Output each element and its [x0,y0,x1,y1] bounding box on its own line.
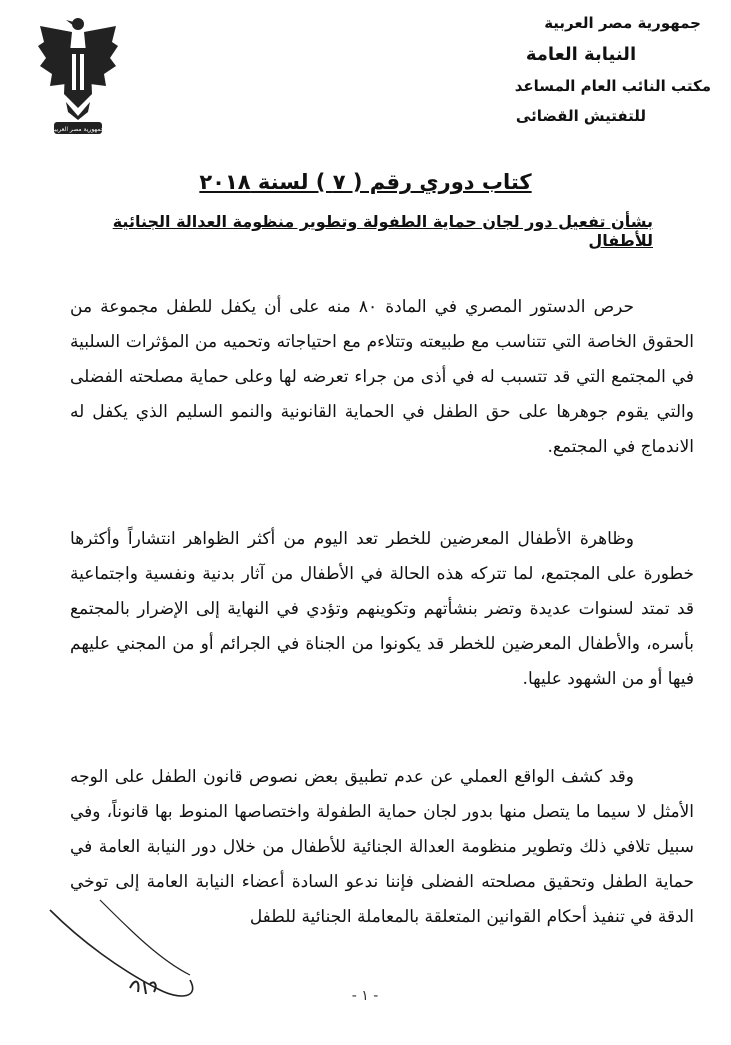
letterhead [451,14,711,125]
header-office: مكتب النائب العام المساعد [514,77,711,95]
header-department: للتفتيش القضائى [515,107,647,125]
emblem-scroll-text: جمهورية مصر العربية [51,126,105,133]
header-authority: النيابة العامة [525,44,637,65]
header-country: جمهورية مصر العربية [544,14,701,32]
paragraph-3: وقد كشف الواقع العملي عن عدم تطبيق بعض نصوص قانون الطفل على الوجه الأمثل لا سيما ما يتصل منها بدور لجان حماية الطفولة واختصاصها المنوط بها قانوناً، وفي سبيل تلافي ذلك وتطوير منظومة العدالة الجنائية للأطفال من خلال دور النيابة العامة في حماية الطفل وتحقيق مصلحته الفضلى فإننا ندعو السادة أعضاء النيابة العامة إلى توخي الدقة في تنفيذ أحكام القوانين المتعلقة بالمعاملة الجنائية للطفل [70,767,694,927]
circular-subject: بشأن تفعيل دور لجان حماية الطفولة وتطوير منظومة العدالة الجنائية للأطفال [112,212,653,250]
handwritten-signature-icon [40,880,230,1020]
page-number: - ١ - [351,988,379,1004]
circular-title: كتاب دوري رقم ( ٧ ) لسنة ٢٠١٨ [199,170,532,194]
paragraph-1: حرص الدستور المصري في المادة ٨٠ منه على أن يكفل للطفل مجموعة من الحقوق الخاصة التي تتناسب مع طبيعته وتتلاءم مع احتياجاته وتحميه من المؤثرات السلبية في المجتمع التي قد تتسبب له في أذى من جراء تعرضه لها وعلى حماية مصلحته الفضلى والتي يقوم جوهرها على حق الطفل في الحماية القانونية والنمو السليم الذي يكفل له الاندماج في المجتمع. [70,297,694,457]
paragraph-2: وظاهرة الأطفال المعرضين للخطر تعد اليوم من أكثر الظواهر انتشاراً وأكثرها خطورة على المجتمع، لما تتركه هذه الحالة في الأطفال من آثار بدنية ونفسية واجتماعية قد تمتد لسنوات عديدة وتضر بنشأتهم وتكوينهم وتؤدي في النهاية إلى الإضرار بالمجتمع بأسره، والأطفال المعرضين للخطر قد يكونوا من الجناة في الجرائم أو من المجني عليهم فيها أو من الشهود عليها. [70,529,694,689]
eagle-emblem-icon [30,12,126,140]
